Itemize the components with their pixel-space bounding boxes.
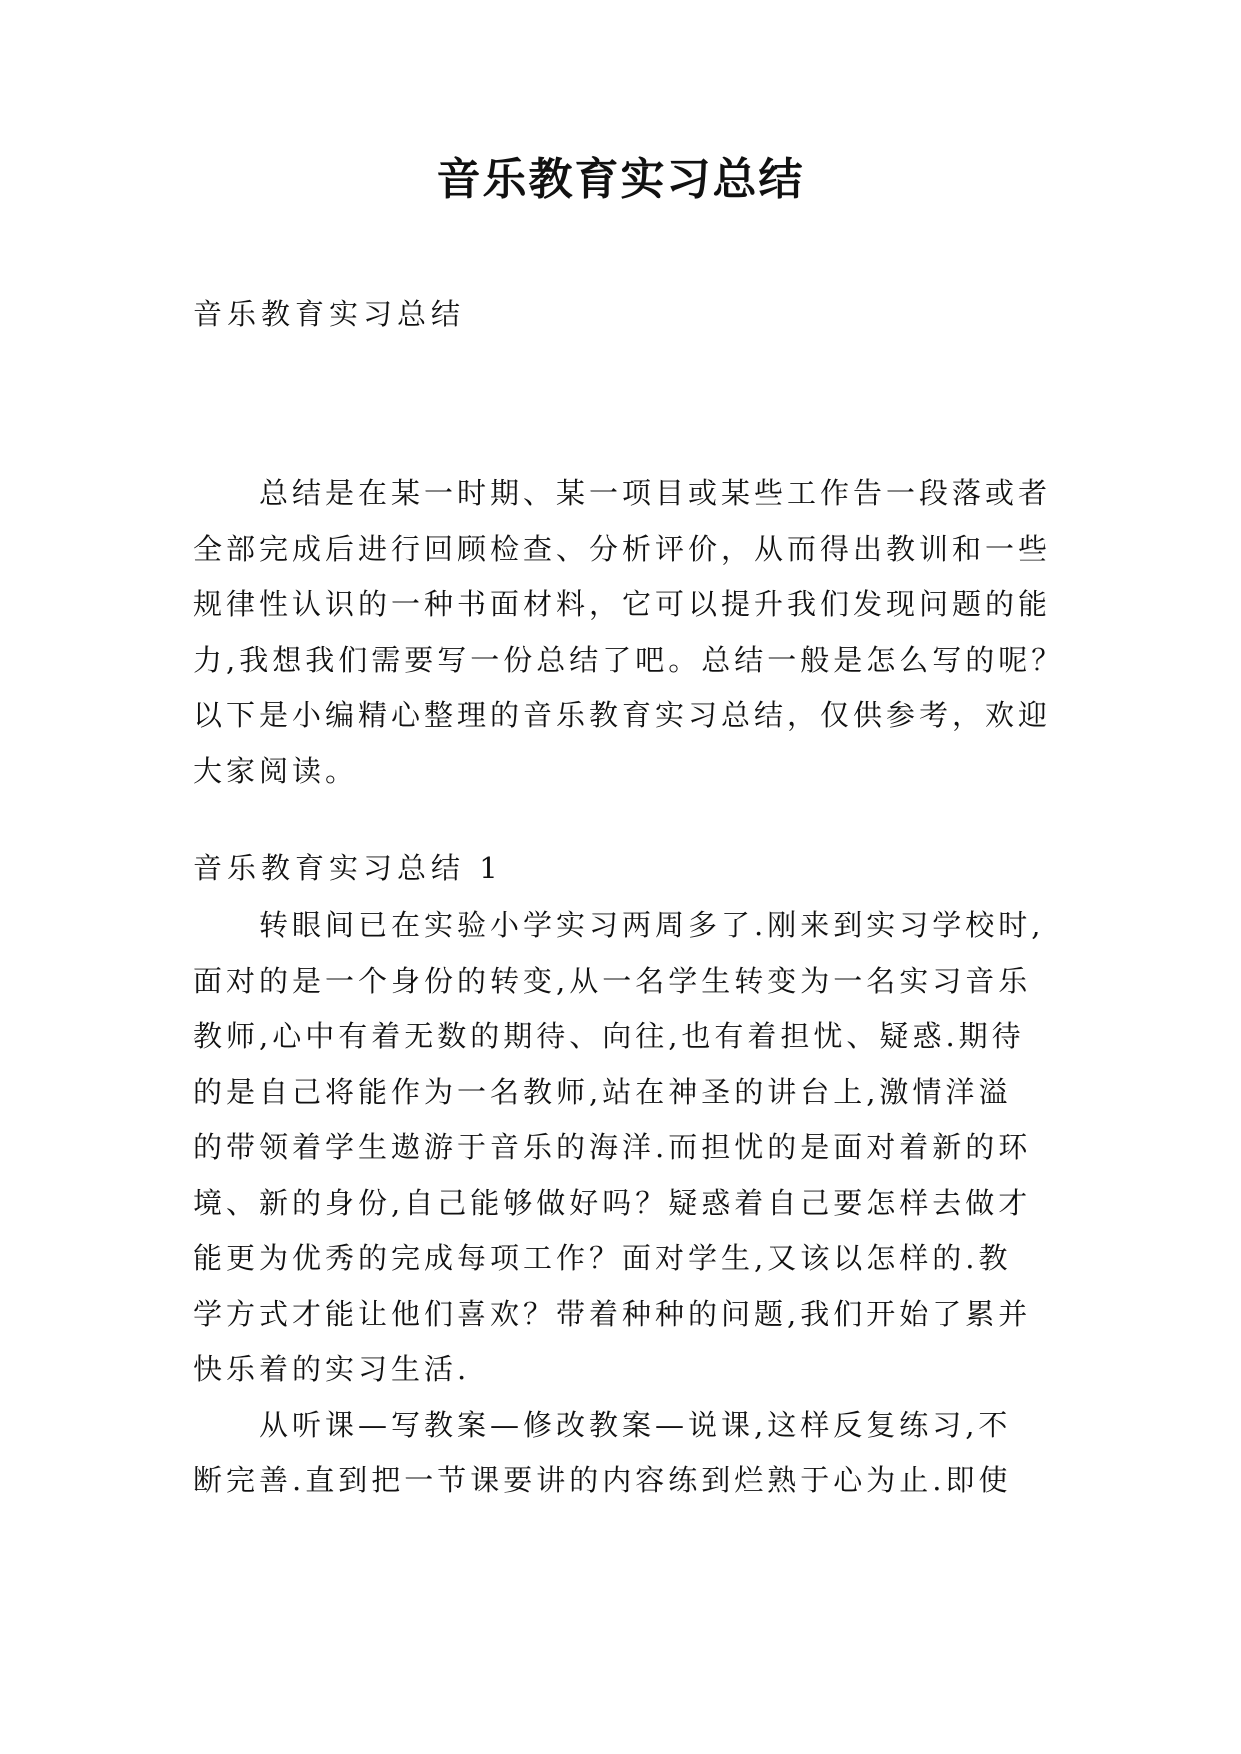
body-line: 从听课—写教案—修改教案—说课,这样反复练习,不 [259,1407,1012,1442]
body-line: 学方式才能让他们喜欢？带着种种的问题,我们开始了累并 [193,1296,1032,1331]
body-line: 的是自己将能作为一名教师,站在神圣的讲台上,激情洋溢 [193,1074,1012,1109]
intro-line: 大家阅读。 [193,753,359,788]
body-line: 的带领着学生遨游于音乐的海洋.而担忧的是面对着新的环 [193,1130,1032,1164]
intro-paragraph [193,466,1073,799]
intro-line: 力,我想我们需要写一份总结了吧。总结一般是怎么写的呢？ [193,642,1065,677]
section-body [193,898,1073,1509]
intro-line: 规律性认识的一种书面材料，它可以提升我们发现问题的能 [193,587,1052,621]
intro-line: 总结是在某一时期、某一项目或某些工作告一段落或者 [259,476,1052,510]
body-line: 境、新的身份,自己能够做好吗？疑惑着自己要怎样去做才 [193,1185,1032,1220]
body-line: 能更为优秀的完成每项工作？面对学生,又该以怎样的.教 [193,1241,1012,1275]
intro-line: 以下是小编精心整理的音乐教育实习总结，仅供参考，欢迎 [193,698,1052,732]
section-heading: 音乐教育实习总结 1 [193,851,503,885]
body-line: 断完善.直到把一节课要讲的内容练到烂熟于心为止.即使 [193,1463,1012,1497]
document-title: 音乐教育实习总结 [436,154,805,205]
body-line: 面对的是一个身份的转变,从一名学生转变为一名实习音乐 [193,963,1032,998]
body-line: 快乐着的实习生活. [193,1352,471,1386]
intro-line: 全部完成后进行回顾检查、分析评价，从而得出教训和一些 [193,531,1052,566]
body-line: 转眼间已在实验小学实习两周多了.刚来到实习学校时, [259,908,1045,942]
body-line: 教师,心中有着无数的期待、向往,也有着担忧、疑惑.期待 [193,1019,1025,1053]
document-subtitle: 音乐教育实习总结 [193,297,466,331]
